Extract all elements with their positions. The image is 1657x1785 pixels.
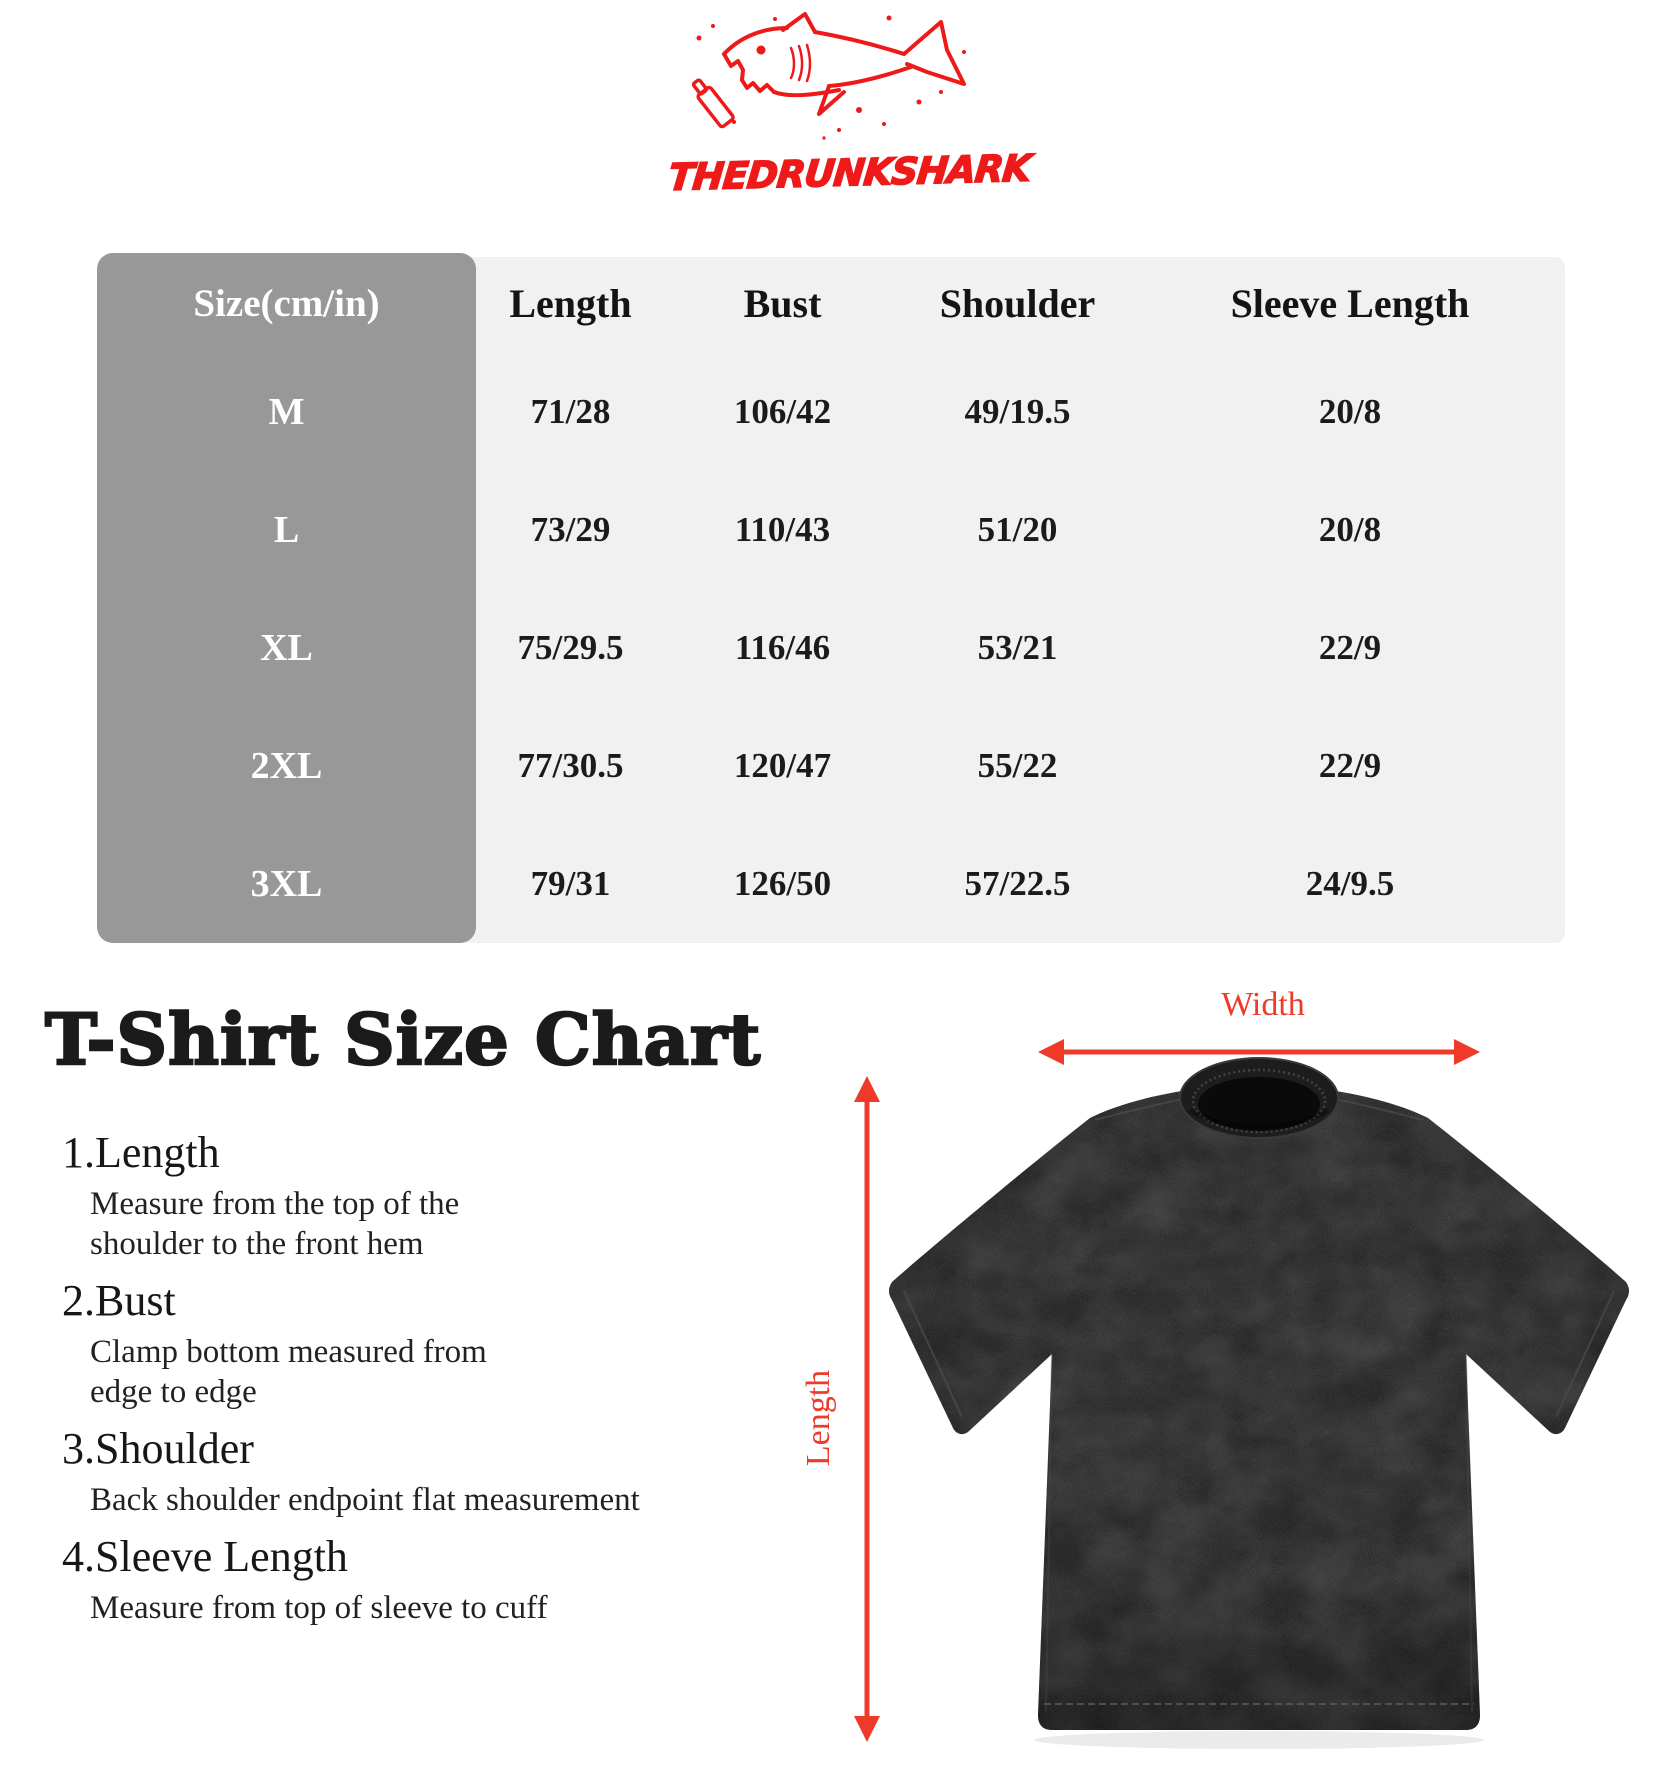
table-cell: 20/8 [1318, 392, 1382, 431]
size-chart-table [97, 253, 1565, 943]
table-cell: 22/9 [1318, 746, 1382, 785]
size-guide-list [62, 1128, 722, 1638]
guide-desc-line: shoulder to the front hem [90, 1226, 424, 1262]
guide-desc-line: Clamp bottom measured from [90, 1334, 487, 1370]
size-row-label: XL [260, 627, 313, 669]
table-cell: 57/22.5 [964, 864, 1071, 903]
guide-item-length [62, 1128, 722, 1264]
size-row-label: 3XL [250, 863, 323, 905]
guide-item-description [90, 1480, 722, 1520]
table-cell: 51/20 [977, 510, 1058, 549]
guide-desc-line: Back shoulder endpoint flat measurement [90, 1482, 640, 1518]
brand-logo [665, 12, 1032, 200]
guide-item-shoulder [62, 1424, 722, 1520]
guide-item-sleeve-length [62, 1532, 722, 1628]
table-cell: 116/46 [734, 628, 831, 667]
table-cell: 75/29.5 [517, 628, 624, 667]
tshirt-collar [1180, 1058, 1338, 1138]
column-header-size: Size(cm/in) [193, 281, 380, 325]
width-label: Width [1221, 986, 1305, 1023]
column-header-bust: Bust [743, 280, 822, 326]
table-cell: 22/9 [1318, 628, 1382, 667]
size-row-label: M [268, 391, 305, 433]
tshirt-diagram [700, 960, 1657, 1785]
guide-item-description [90, 1332, 722, 1412]
table-cell: 79/31 [530, 864, 611, 903]
guide-desc-line: Measure from top of sleeve to cuff [90, 1590, 548, 1626]
table-cell: 73/29 [530, 510, 611, 549]
guide-item-label: 2.Bust [62, 1276, 176, 1325]
table-cell: 49/19.5 [964, 392, 1071, 431]
guide-item-description [90, 1588, 722, 1628]
column-header-sleeve: Sleeve Length [1230, 280, 1470, 326]
size-row-label: L [273, 509, 300, 551]
size-guide-title: T-Shirt Size Chart [45, 998, 762, 1081]
length-arrow-icon [854, 1076, 880, 1742]
table-cell: 20/8 [1318, 510, 1382, 549]
size-row-label: 2XL [250, 745, 323, 787]
table-cell: 77/30.5 [517, 746, 624, 785]
guide-item-label: 4.Sleeve Length [62, 1532, 348, 1581]
tshirt-shadow [1034, 1731, 1484, 1749]
table-cell: 53/21 [977, 628, 1058, 667]
table-cell: 106/42 [733, 392, 832, 431]
table-cell: 110/43 [734, 510, 831, 549]
table-cell: 55/22 [977, 746, 1058, 785]
column-header-shoulder: Shoulder [939, 280, 1096, 326]
brand-wordmark: THEDRUNKSHARK [665, 146, 1032, 200]
guide-item-label: 3.Shoulder [62, 1424, 254, 1473]
shark-logo-icon [679, 12, 979, 162]
table-cell: 71/28 [530, 392, 611, 431]
column-header-length: Length [509, 280, 632, 326]
table-cell: 126/50 [733, 864, 832, 903]
table-cell: 120/47 [733, 746, 832, 785]
guide-item-label: 1.Length [62, 1128, 220, 1177]
guide-desc-line: Measure from the top of the [90, 1186, 460, 1222]
length-label: Length [800, 1369, 837, 1467]
guide-desc-line: edge to edge [90, 1374, 257, 1410]
tshirt-illustration [889, 1058, 1629, 1730]
guide-item-bust [62, 1276, 722, 1412]
table-grid [97, 253, 1565, 943]
table-cell: 24/9.5 [1305, 864, 1395, 903]
guide-item-description [90, 1184, 722, 1264]
